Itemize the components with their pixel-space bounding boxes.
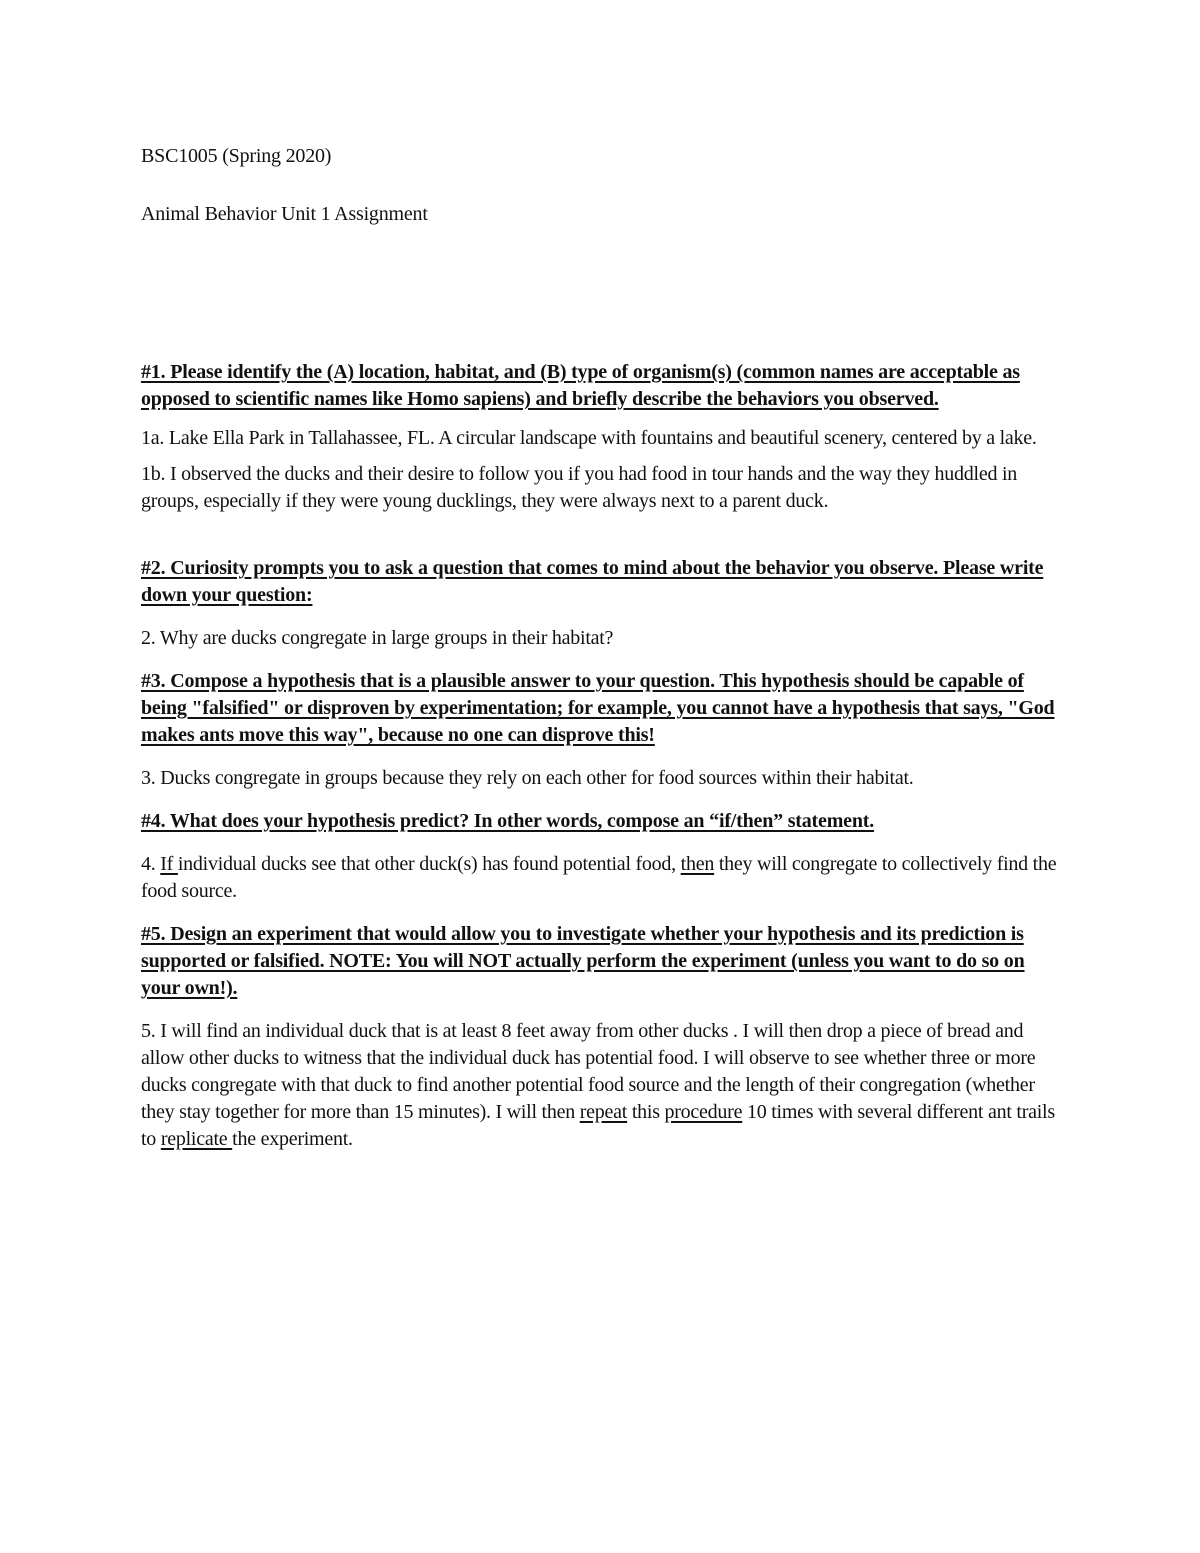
answer-5-part2: this [627,1101,665,1123]
answer-1a: 1a. Lake Ella Park in Tallahassee, FL. A circular landscape with fountains and beautiful scenery, centered by a lake. [141,427,1037,449]
answer-5 [141,1018,1061,1153]
answer-4 [141,851,1061,905]
answer-4-prefix: 4. [141,853,161,875]
answer-2: 2. Why are ducks congregate in large groups in their habitat? [141,627,614,649]
question-2: #2. Curiosity prompts you to ask a question that comes to mind about the behavior you observe. Please write down your question: [141,557,1044,606]
answer-5-repeat: repeat [579,1101,628,1123]
answer-4-if: If [160,853,178,875]
answer-4-end: they will congregate to collectively find the food source. [141,853,1057,902]
document-body [141,142,1061,1153]
answer-4-mid: individual ducks see that other duck(s) has found potential food, [177,853,681,875]
answer-4-then: then [680,853,715,875]
answer-3: 3. Ducks congregate in groups because they rely on each other for food sources within their habitat. [141,767,914,789]
question-5: #5. Design an experiment that would allow you to investigate whether your hypothesis and its prediction is supported or falsified. NOTE: You will NOT actually perform the experiment (unless you want to do so on your own!). [141,923,1025,999]
question-1: #1. Please identify the (A) location, habitat, and (B) type of organism(s) (common names are acceptable as opposed to scientific names like Homo sapiens) and briefly describe the behaviors you observed. [141,361,1020,410]
answer-5-replicate: replicate [160,1128,233,1150]
assignment-title: Animal Behavior Unit 1 Assignment [141,203,428,225]
answer-1b: 1b. I observed the ducks and their desire to follow you if you had food in tour hands and the way they huddled in groups, especially if they were young ducklings, they were always next to a parent duck. [141,463,1017,512]
answer-5-part4: the experiment. [232,1128,353,1150]
question-3: #3. Compose a hypothesis that is a plausible answer to your question. This hypothesis should be capable of being "falsified" or disproven by experimentation; for example, you cannot have a hypothesis that says, "God makes ants move this way", because no one can disprove this! [141,670,1055,746]
course-title: BSC1005 (Spring 2020) [141,145,332,167]
answer-5-procedure: procedure [664,1101,743,1123]
answer-5-part1: 5. I will find an individual duck that is at least 8 feet away from other ducks . I will then drop a piece of bread and allow other ducks to witness that the individual duck has potential food. I will observe to see whether three or more ducks congregate with that duck to find another potential food source and the length of their congregation (whether they stay together for more than 15 minutes). I will then [141,1020,1036,1123]
question-4: #4. What does your hypothesis predict? In other words, compose an “if/then” statement. [141,810,875,832]
answer-5-part3: 10 times with several different ant trails to [141,1101,1055,1150]
